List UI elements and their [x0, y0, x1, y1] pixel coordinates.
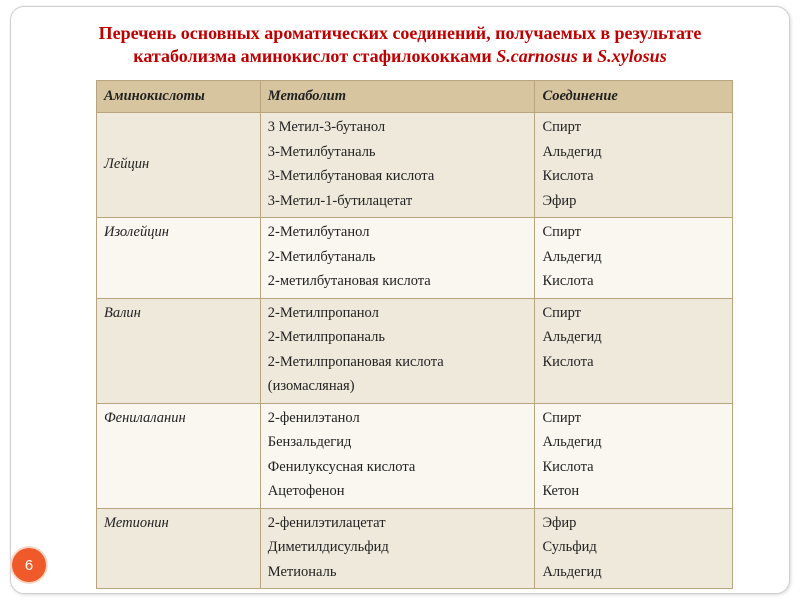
compound-type: Эфир — [542, 192, 577, 209]
compound-type: Спирт — [542, 304, 582, 321]
table-row — [97, 113, 733, 218]
amino-acid-name: Фенилаланин — [104, 409, 186, 426]
table-row — [97, 218, 733, 299]
compound-type: Спирт — [542, 119, 582, 135]
metabolite-name: 2-метилбутановая кислота — [267, 273, 431, 289]
metabolite-name: Диметилдисульфид — [267, 539, 389, 555]
compound-type: Эфир — [542, 514, 577, 531]
compound-type: Сульфид — [542, 539, 597, 555]
title-conjunction: и — [577, 46, 598, 66]
species-xylosus: S.xylosus — [597, 46, 667, 66]
header-metabolite: Метаболит — [260, 81, 535, 113]
metabolite-name: 3-Метилбутановая кислота — [267, 168, 435, 184]
compound-type: Альдегид — [542, 143, 602, 160]
amino-acid-cell — [97, 403, 261, 508]
metabolite-name: 2-фенилэтанол — [267, 409, 360, 426]
amino-acid-name: Метионин — [104, 514, 169, 531]
metabolite-name: (изомасляная) — [267, 378, 355, 394]
compound-type: Альдегид — [542, 248, 602, 265]
metabolite-cell — [260, 113, 535, 218]
compound-cell — [535, 113, 733, 218]
page-number-badge: 6 — [12, 548, 46, 582]
metabolite-cell — [260, 298, 535, 403]
metabolite-name: 2-фенилэтилацетат — [267, 514, 386, 531]
amino-acid-name: Лейцин — [104, 155, 150, 172]
metabolite-cell — [260, 403, 535, 508]
compound-cell — [535, 298, 733, 403]
amino-acid-cell — [97, 218, 261, 299]
table-header-row — [97, 81, 733, 113]
amino-acid-cell — [97, 508, 261, 589]
metabolite-name: 2-Метилпропаналь — [267, 329, 385, 345]
metabolite-table — [96, 80, 733, 589]
table-body — [97, 113, 733, 589]
table-row — [97, 298, 733, 403]
compound-type: Альдегид — [542, 563, 602, 580]
species-carnosus: S.carnosus — [496, 46, 578, 66]
metabolite-name: 2-Метилпропановая кислота — [267, 353, 444, 370]
amino-acid-name: Изолейцин — [104, 224, 169, 240]
metabolite-name: 2-Метилбутаналь — [267, 248, 376, 265]
slide-title — [20, 22, 780, 68]
amino-acid-name: Валин — [104, 304, 141, 321]
metabolite-name: 2-Метилбутанол — [267, 224, 370, 240]
title-line-2-prefix: катаболизма аминокислот стафилококками — [133, 46, 497, 66]
amino-acid-cell — [97, 298, 261, 403]
compound-type: Кислота — [542, 458, 594, 475]
metabolite-name: Фенилуксусная кислота — [267, 458, 416, 475]
metabolite-name: Метиональ — [267, 563, 337, 580]
table-row — [97, 403, 733, 508]
metabolite-cell — [260, 508, 535, 589]
compound-type: Спирт — [542, 224, 582, 240]
metabolite-name: 3-Метил-1-бутилацетат — [267, 192, 413, 209]
compound-type: Кетон — [542, 483, 580, 499]
title-line-2 — [20, 45, 780, 68]
metabolite-cell — [260, 218, 535, 299]
metabolite-name: Бензальдегид — [267, 434, 352, 450]
header-amino-acids: Аминокислоты — [97, 81, 261, 113]
metabolite-name: Ацетофенон — [267, 483, 345, 499]
compound-type: Альдегид — [542, 329, 602, 345]
compound-cell — [535, 218, 733, 299]
header-compound: Соединение — [535, 81, 733, 113]
title-line-1: Перечень основных ароматических соединений, получаемых в результате — [98, 23, 702, 43]
metabolite-name: 3-Метилбутаналь — [267, 143, 376, 160]
compound-type: Спирт — [542, 409, 582, 426]
compound-cell — [535, 508, 733, 589]
compound-type: Кислота — [542, 273, 594, 289]
amino-acid-cell — [97, 113, 261, 218]
compound-type: Кислота — [542, 168, 594, 184]
metabolite-name: 2-Метилпропанол — [267, 304, 379, 321]
compound-cell — [535, 403, 733, 508]
compound-type: Альдегид — [542, 434, 602, 450]
compound-type: Кислота — [542, 353, 594, 370]
table-row — [97, 508, 733, 589]
metabolite-name: 3 Метил-3-бутанол — [267, 119, 386, 135]
